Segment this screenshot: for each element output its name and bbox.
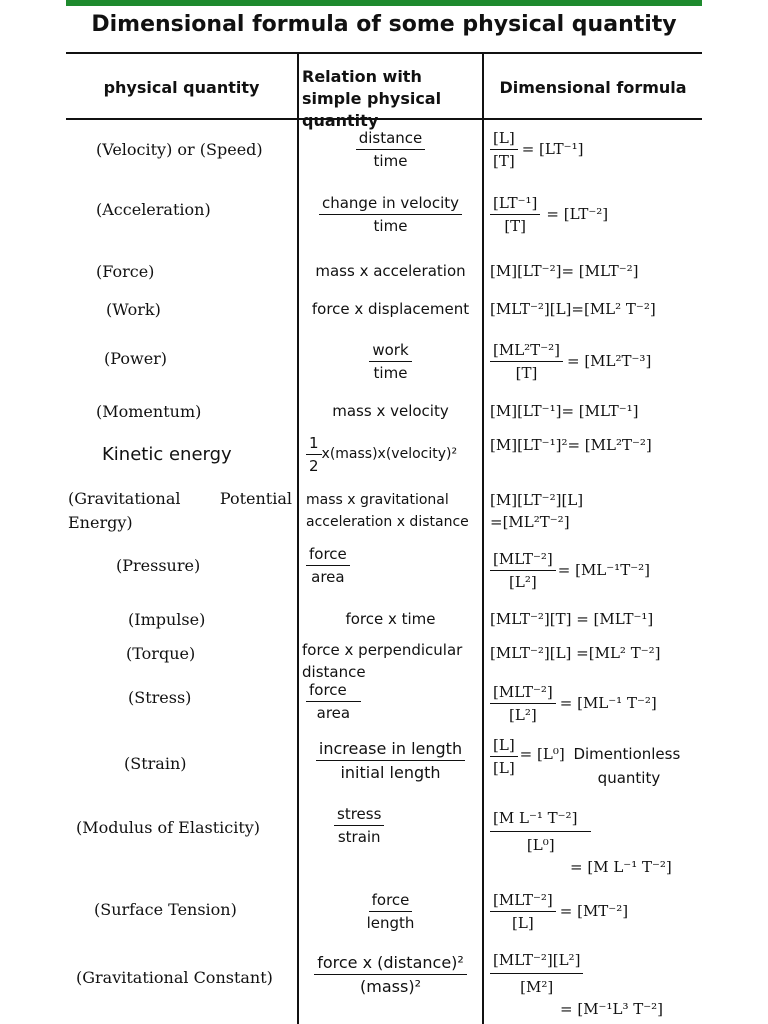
table-row: [66, 396, 702, 426]
quantity-cell: (Strain): [124, 753, 187, 773]
relation-rest: x(mass)x(velocity)²: [321, 446, 458, 462]
dimension-result: = [ML⁻¹ T⁻²]: [559, 694, 657, 712]
relation-cell: [298, 676, 483, 726]
relation-line-1: mass x gravitational: [306, 492, 449, 508]
relation-denominator: (mass)²: [360, 976, 421, 996]
dimension-denominator: [T]: [515, 363, 538, 382]
strain-result-group: [520, 736, 681, 790]
table-row: [66, 884, 702, 938]
quantity-cell: (Impulse): [128, 609, 206, 629]
top-accent-bar: [66, 0, 702, 6]
relation-numerator: force: [306, 681, 361, 702]
relation-line-2: distance: [302, 663, 366, 681]
dimension-cell: [485, 542, 702, 598]
quantity-cell: (Surface Tension): [94, 899, 237, 919]
dimension-numerator: [MLT⁻²]: [490, 891, 556, 912]
quantity-cell: (Work): [106, 299, 161, 319]
dimension-numerator: [L]: [490, 736, 518, 757]
quantity-cell: (Gravitational Constant): [76, 967, 273, 987]
relation-fraction: [356, 129, 426, 170]
relation-numerator: stress: [334, 805, 384, 826]
relation-fraction: [319, 194, 462, 235]
dimension-result: = [ML⁻¹T⁻²]: [557, 561, 650, 579]
dimensionless-label: Dimentionless: [573, 745, 681, 763]
dimension-cell: [485, 334, 702, 388]
relation-denominator: area: [311, 567, 345, 586]
dimension-cell: [MLT⁻²][L] =[ML² T⁻²]: [490, 644, 661, 662]
dimension-result: = [M⁻¹L³ T⁻²]: [560, 999, 664, 1018]
relation-cell: force x displacement: [311, 300, 470, 318]
dimension-numerator: [L]: [490, 129, 518, 150]
table-row: [66, 604, 702, 634]
relation-line-2: acceleration x distance: [306, 514, 469, 530]
relation-cell: [298, 542, 483, 588]
quantity-cell: Kinetic energy: [102, 443, 232, 465]
dimension-cell: [485, 184, 702, 244]
dimension-result: = [M L⁻¹ T⁻²]: [570, 857, 672, 876]
relation-fraction: [364, 891, 418, 932]
relation-cell: [298, 334, 483, 388]
relation-numerator: increase in length: [316, 739, 465, 761]
quantity-cell: (Acceleration): [96, 199, 211, 219]
dimension-denominator: [L]: [512, 913, 534, 932]
relation-fraction: [334, 805, 384, 846]
relation-denominator: time: [373, 216, 408, 235]
table-top-rule: [66, 52, 702, 54]
relation-cell: [298, 122, 483, 176]
relation-fraction: [306, 681, 361, 722]
strain-result: [520, 742, 681, 766]
dimension-fraction: [490, 550, 556, 591]
dimension-result: = [LT⁻¹]: [521, 140, 584, 158]
dimension-fraction: [490, 683, 556, 724]
relation-numerator: change in velocity: [319, 194, 462, 215]
relation-numerator: work: [369, 341, 411, 362]
relation-denominator: area: [316, 703, 351, 722]
relation-numerator: 1: [306, 434, 322, 455]
dimension-numerator: [ML²T⁻²]: [490, 341, 563, 362]
quantity-cell: (Velocity) or (Speed): [96, 139, 263, 159]
dimension-numerator: [M L⁻¹ T⁻²]: [490, 807, 591, 832]
relation-denominator: length: [366, 913, 415, 932]
half-fraction: [306, 434, 322, 475]
relation-cell: [298, 736, 483, 784]
dimension-fraction: [490, 949, 583, 998]
dimension-result: = [LT⁻²]: [546, 205, 609, 223]
dimension-numerator: [MLT⁻²][L²]: [490, 949, 583, 974]
dimension-denominator: [M²]: [520, 977, 554, 996]
quantity-label: quantity: [597, 769, 661, 787]
quantity-cell: (Momentum): [96, 401, 202, 421]
dimension-cell: [M][LT⁻¹]= [MLT⁻¹]: [490, 402, 639, 420]
relation-cell: mass x acceleration: [315, 262, 466, 280]
relation-numerator: distance: [356, 129, 426, 150]
dimension-cell: [485, 884, 702, 938]
dimension-fraction: [490, 736, 518, 777]
dimension-result: = [MT⁻²]: [559, 902, 629, 920]
header-dimensional-formula: Dimensional formula: [499, 78, 687, 97]
quantity-cell: (Torque): [126, 643, 196, 663]
dimension-denominator: [L²]: [509, 705, 537, 724]
relation-denominator: initial length: [340, 762, 441, 782]
dimension-line-1: [M][LT⁻²][L]: [490, 491, 584, 509]
dimension-cell: [MLT⁻²][T] = [MLT⁻¹]: [490, 610, 654, 628]
relation-cell: [298, 486, 483, 536]
dimension-denominator: [T]: [504, 216, 527, 235]
relation-cell: [298, 430, 483, 478]
dimension-cell: [M][LT⁻¹]²= [ML²T⁻²]: [490, 436, 652, 454]
table-row: [66, 486, 702, 536]
dimension-denominator: [L⁰]: [526, 835, 555, 854]
quantity-cell: (Stress): [128, 687, 192, 707]
header-physical-quantity: physical quantity: [103, 78, 260, 97]
relation-cell: [298, 796, 483, 854]
relation-numerator: force x (distance)²: [314, 953, 467, 975]
table-row: [66, 334, 702, 388]
dimension-cell: [485, 676, 702, 730]
relation-fraction: [306, 545, 350, 586]
table-row: [66, 676, 702, 730]
dimension-cell: [485, 796, 702, 888]
relation-denominator: time: [373, 151, 408, 170]
relation-denominator: time: [373, 363, 408, 382]
table-row: [66, 736, 702, 790]
relation-fraction: [369, 341, 411, 382]
dimension-result: = [L⁰]: [519, 745, 565, 763]
dimension-numerator: [LT⁻¹]: [490, 194, 540, 215]
relation-numerator: force: [306, 545, 350, 566]
table-row: [66, 256, 702, 286]
quantity-cell: (Force): [96, 261, 155, 281]
quantity-cell: (Pressure): [116, 555, 201, 575]
page-title: Dimensional formula of some physical quantity: [91, 12, 677, 37]
dimension-numerator: [MLT⁻²]: [490, 550, 556, 571]
table-row: [66, 542, 702, 598]
dimension-numerator: [MLT⁻²]: [490, 683, 556, 704]
table-row: [66, 184, 702, 244]
relation-cell: mass x velocity: [332, 402, 449, 420]
relation-numerator: force: [369, 891, 413, 912]
relation-cell: [298, 884, 483, 938]
table-row: [66, 944, 702, 1024]
quantity-cell: (Power): [104, 348, 168, 368]
dimension-cell: [485, 944, 702, 1024]
quantity-cell: (Gravitational Potential Energy): [68, 489, 292, 532]
relation-cell: [298, 944, 483, 1004]
dimension-cell: [485, 736, 702, 790]
table-row: [66, 292, 702, 326]
dimension-fraction: [490, 341, 563, 382]
relation-denominator: 2: [309, 456, 319, 475]
relation-fraction: [316, 739, 465, 782]
relation-cell: force x time: [345, 610, 436, 628]
dimension-fraction: [490, 807, 591, 856]
dimension-cell: [485, 486, 702, 536]
relation-cell: [298, 184, 483, 244]
dimension-result: = [ML²T⁻³]: [566, 352, 652, 370]
dimension-cell: [485, 122, 702, 176]
relation-denominator: strain: [337, 827, 381, 846]
dimension-fraction: [490, 129, 518, 170]
relation-fraction: [314, 953, 467, 996]
table-row: [66, 122, 702, 176]
dimension-denominator: [L²]: [509, 572, 537, 591]
quantity-cell: (Modulus of Elasticity): [76, 817, 261, 837]
dimension-fraction: [490, 194, 540, 235]
header-relation: Relation with simple physical quantity: [302, 67, 442, 130]
dimension-denominator: [T]: [493, 151, 515, 170]
dimension-fraction: [490, 891, 556, 932]
dimension-cell: [M][LT⁻²]= [MLT⁻²]: [490, 262, 639, 280]
dimension-cell: [MLT⁻²][L]=[ML² T⁻²]: [490, 300, 656, 318]
relation-line-1: force x perpendicular: [302, 641, 463, 659]
dimension-denominator: [L]: [493, 759, 515, 777]
dimension-line-2: =[ML²T⁻²]: [490, 513, 570, 531]
table-row: [66, 430, 702, 478]
table-row: [66, 796, 702, 888]
